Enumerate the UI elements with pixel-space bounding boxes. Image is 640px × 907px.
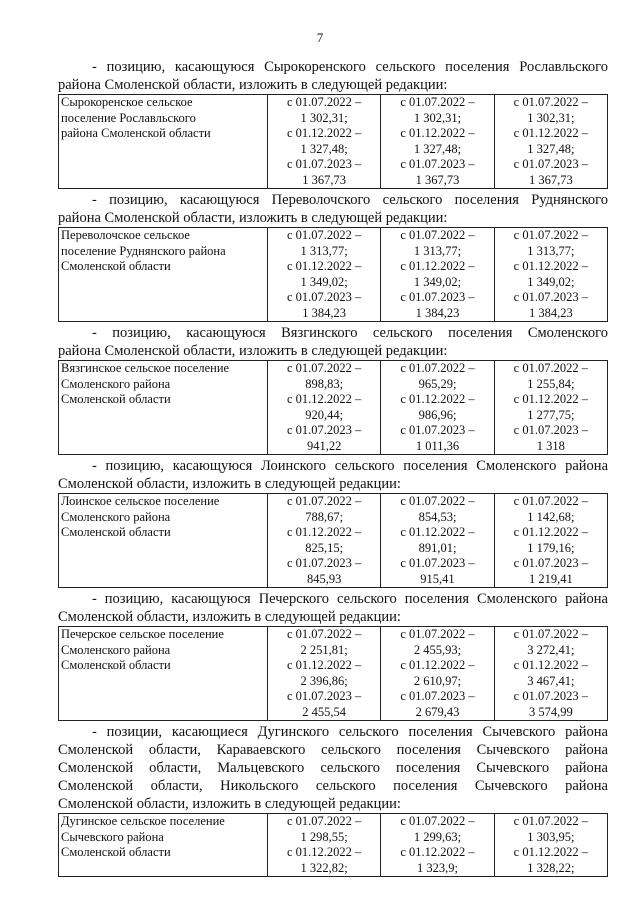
section-intro-line: - позицию, касающуюся Переволочского сельского поселения Руднянского (92, 192, 608, 208)
rate-cell: с 01.07.2022 – 1 142,68; с 01.12.2022 – 1 179,16; с 01.07.2023 – 1 219,41 (494, 494, 607, 588)
rate-cell: с 01.07.2022 – 1 313,77; с 01.12.2022 – 1 349,02; с 01.07.2023 – 1 384,23 (268, 228, 381, 322)
rate-cell: с 01.07.2022 – 3 272,41; с 01.12.2022 – 3 467,41; с 01.07.2023 – 3 574,99 (494, 627, 607, 721)
section-intro-line: - позицию, касающуюся Сырокоренского сельского поселения Рославльского (92, 59, 608, 75)
rate-cell: с 01.07.2022 – 1 299,63; с 01.12.2022 – 1 323,9; (381, 814, 494, 877)
rates-table (58, 360, 608, 455)
settlement-name-cell: Лоинское сельское поселение Смоленского района Смоленской области (59, 494, 268, 588)
rates-table (58, 227, 608, 322)
table-row (59, 494, 608, 588)
rate-cell: с 01.07.2022 – 898,83; с 01.12.2022 – 920,44; с 01.07.2023 – 941,22 (268, 361, 381, 455)
section-intro-line: - позицию, касающуюся Вязгинского сельского поселения Смоленского (92, 325, 608, 341)
rate-cell: с 01.07.2022 – 965,29; с 01.12.2022 – 986,96; с 01.07.2023 – 1 011,36 (381, 361, 494, 455)
section-intro-line: района Смоленской области, изложить в следующей редакции: (58, 210, 448, 226)
section-intro-line: - позицию, касающуюся Печерского сельского поселения Смоленского района (92, 591, 608, 607)
section-intro-line: Смоленской области, Мальцевского сельского поселения Сычевского района (58, 760, 608, 776)
rate-cell: с 01.07.2022 – 2 251,81; с 01.12.2022 – 2 396,86; с 01.07.2023 – 2 455,54 (268, 627, 381, 721)
table-row (59, 95, 608, 189)
rate-cell: с 01.07.2022 – 1 302,31; с 01.12.2022 – 1 327,48; с 01.07.2023 – 1 367,73 (268, 95, 381, 189)
section-intro-line: Смоленской области, изложить в следующей редакции: (58, 796, 401, 812)
settlement-name-cell: Печерское сельское поселение Смоленского района Смоленской области (59, 627, 268, 721)
rate-cell: с 01.07.2022 – 2 455,93; с 01.12.2022 – 2 610,97; с 01.07.2023 – 2 679,43 (381, 627, 494, 721)
rate-cell: с 01.07.2022 – 1 313,77; с 01.12.2022 – 1 349,02; с 01.07.2023 – 1 384,23 (381, 228, 494, 322)
section-intro-line: Смоленской области, Никольского сельского поселения Сычевского района (58, 778, 608, 794)
section-intro-line: Смоленской области, изложить в следующей редакции: (58, 609, 401, 625)
rate-cell: с 01.07.2022 – 1 298,55; с 01.12.2022 – 1 322,82; (268, 814, 381, 877)
settlement-name-cell: Дугинское сельское поселение Сычевского района Смоленской области (59, 814, 268, 877)
table-row (59, 627, 608, 721)
rate-cell: с 01.07.2022 – 1 303,95; с 01.12.2022 – 1 328,22; (494, 814, 607, 877)
rate-cell: с 01.07.2022 – 1 302,31; с 01.12.2022 – 1 327,48; с 01.07.2023 – 1 367,73 (494, 95, 607, 189)
document-body (58, 58, 608, 879)
section-intro-line: Смоленской области, Караваевского сельского поселения Сычевского района (58, 742, 608, 758)
rate-cell: с 01.07.2022 – 1 313,77; с 01.12.2022 – 1 349,02; с 01.07.2023 – 1 384,23 (494, 228, 607, 322)
section-intro-line: района Смоленской области, изложить в следующей редакции: (58, 343, 448, 359)
rate-cell: с 01.07.2022 – 788,67; с 01.12.2022 – 825,15; с 01.07.2023 – 845,93 (268, 494, 381, 588)
rates-table (58, 626, 608, 721)
rate-cell: с 01.07.2022 – 1 302,31; с 01.12.2022 – 1 327,48; с 01.07.2023 – 1 367,73 (381, 95, 494, 189)
section-intro-line: Смоленской области, изложить в следующей редакции: (58, 476, 401, 492)
table-row (59, 814, 608, 877)
section-intro-line: района Смоленской области, изложить в следующей редакции: (58, 77, 448, 93)
rates-table (58, 94, 608, 189)
rate-cell: с 01.07.2022 – 854,53; с 01.12.2022 – 891,01; с 01.07.2023 – 915,41 (381, 494, 494, 588)
settlement-name-cell: Сырокоренское сельское поселение Рославльского района Смоленской области (59, 95, 268, 189)
section-intro-line: - позицию, касающуюся Лоинского сельского поселения Смоленского района (92, 458, 608, 474)
settlement-name-cell: Вязгинское сельское поселение Смоленского района Смоленской области (59, 361, 268, 455)
rate-cell: с 01.07.2022 – 1 255,84; с 01.12.2022 – 1 277,75; с 01.07.2023 – 1 318 (494, 361, 607, 455)
rates-table (58, 813, 608, 877)
table-row (59, 228, 608, 322)
page-number: 7 (316, 30, 324, 45)
rates-table (58, 493, 608, 588)
settlement-name-cell: Переволочское сельское поселение Руднянского района Смоленской области (59, 228, 268, 322)
section-intro-line: - позиции, касающиеся Дугинского сельского поселения Сычевского района (92, 724, 608, 740)
table-row (59, 361, 608, 455)
